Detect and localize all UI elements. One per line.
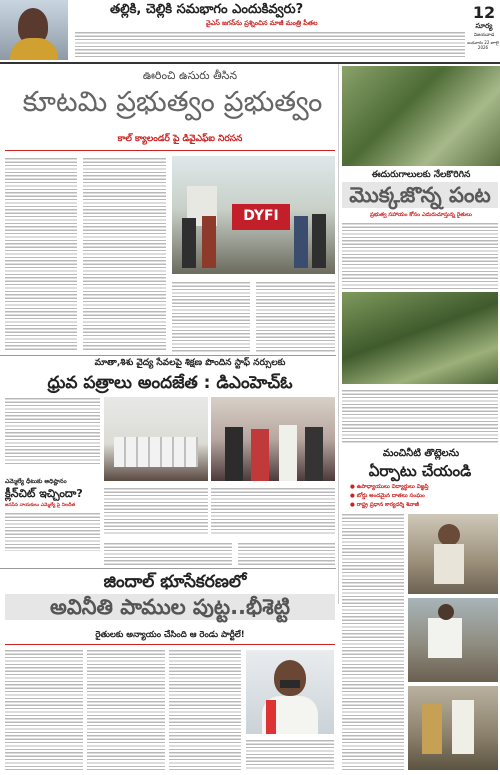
- water-body-left: [342, 512, 404, 770]
- crop-photo-field: [342, 292, 498, 384]
- lead-column-1: [5, 156, 77, 352]
- nurse-body-left: [5, 396, 100, 466]
- issue-date: బుధవారం 22 జూలై 2026: [467, 40, 499, 50]
- lead-headline: కూటమి ప్రభుత్వం ప్రభుత్వం: [22, 85, 323, 118]
- farmer-headline-rule: [5, 644, 335, 645]
- water-photo-3: [408, 686, 498, 770]
- secondary-story-body-b: [238, 541, 335, 565]
- crop-photo-top: [342, 66, 500, 166]
- lead-subhead-rule: [5, 150, 335, 151]
- nurse-photo-2: [211, 397, 335, 481]
- lead-column-2: [83, 156, 166, 352]
- nurse-headline: ధ్రువ పత్రాలు అందజేత : డిఎంహెచ్ఓ: [47, 373, 293, 393]
- crop-body: [342, 221, 498, 289]
- water-bullet-3-text: రాష్ట్ర ప్రధాన కార్యదర్శి శివాజీ: [356, 502, 419, 508]
- farmer-column-3: [169, 648, 241, 770]
- lead-subhead: కాల్ క్యాలండర్ పై డివైఎఫ్ఐ నిరసన: [117, 134, 243, 144]
- page-number: 12: [472, 3, 496, 22]
- lead-column-4: [256, 280, 335, 352]
- water-bullet-1: ● ఉపాధ్యాయులు విద్యార్థులు విజ్ఞప్తి: [350, 484, 429, 490]
- nurse-top-rule: [0, 355, 336, 356]
- side-story-body: [5, 511, 100, 551]
- farmer-headline: రైతులకు అన్యాయం చేసింది ఆ రెండు పార్టీలే!: [95, 630, 245, 640]
- column-separator: [338, 64, 339, 604]
- water-kicker: మంచినీటి తొట్లెలను: [382, 448, 460, 459]
- water-bullet-2: ● బోర్డు అందమైన దాతలు సంఘం: [350, 493, 425, 499]
- protest-banner-text: DYFI: [243, 208, 279, 224]
- politician-photo: [0, 0, 68, 60]
- water-photo-1: [408, 514, 498, 594]
- crop-kicker: ఈదురుగాలులకు నేలకొరిగిన: [371, 170, 471, 180]
- masthead-body-text: [75, 30, 465, 58]
- masthead-subhead: వైఎస్ జగన్‌ను ప్రశ్నించిన మాజీ మంత్రి పీతల: [206, 19, 318, 27]
- water-bullet-1-text: ఉపాధ్యాయులు విద్యార్థులు విజ్ఞప్తి: [356, 484, 429, 490]
- water-bullet-3: ● రాష్ట్ర ప్రధాన కార్యదర్శి శివాజీ: [350, 502, 419, 508]
- secondary-story-body-a: [104, 541, 232, 565]
- farmer-column-2: [87, 648, 165, 770]
- jindal-kicker: జిందాల్ భూసేకరణలో: [103, 572, 247, 592]
- protest-photo: [172, 156, 335, 274]
- masthead-headline: తల్లికి, చెల్లికి సమభాగం ఎందుకివ్వరు?: [110, 2, 304, 17]
- lead-column-3: [172, 280, 250, 352]
- crop-subhead: ప్రభుత్వ సహాయం కోసం ఎదురుచూస్తున్న రైతులు: [370, 212, 472, 218]
- jindal-headline: అవినీతి పాముల పుట్ట..భీశెట్టి: [5, 594, 335, 620]
- city-name: విజయవాడ: [473, 33, 495, 38]
- nurse-kicker: మాతా,శిశు వైద్య సేవలపై శిక్షణ పొందిన స్టాఫ్ నర్సులకు: [94, 358, 286, 368]
- farmer-caption: [246, 738, 334, 770]
- water-photo-2: [408, 598, 498, 682]
- nurse-photo-1: [104, 397, 208, 481]
- lead-kicker: ఊరించి ఉసురు తీసిన: [142, 69, 238, 82]
- paper-name: సూర్య: [475, 22, 493, 30]
- farmer-column-1: [5, 648, 83, 770]
- water-bullet-2-text: బోర్డు అందమైన దాతలు సంఘం: [356, 493, 425, 499]
- water-headline: ఏర్పాటు చేయండి: [368, 462, 472, 480]
- side-story-headline-1: ఎమ్మెల్యే ధీటుకు అధిష్టానం: [5, 478, 67, 485]
- crop-headline: మొక్కజొన్న పంట: [342, 182, 498, 208]
- farmer-leader-photo: [246, 650, 334, 734]
- side-story-subhead: జనసేన నాయకులు ఎమ్మెల్యే పై నిలదీత: [5, 503, 76, 508]
- nurse-body-right: [211, 486, 335, 536]
- crop-body-2: [342, 388, 498, 444]
- jindal-top-rule: [0, 568, 336, 569]
- masthead-divider: [0, 62, 500, 64]
- nurse-body-mid: [104, 486, 208, 536]
- side-story-headline-2: క్లీన్‌చిట్ ఇచ్చిందా?: [5, 487, 83, 500]
